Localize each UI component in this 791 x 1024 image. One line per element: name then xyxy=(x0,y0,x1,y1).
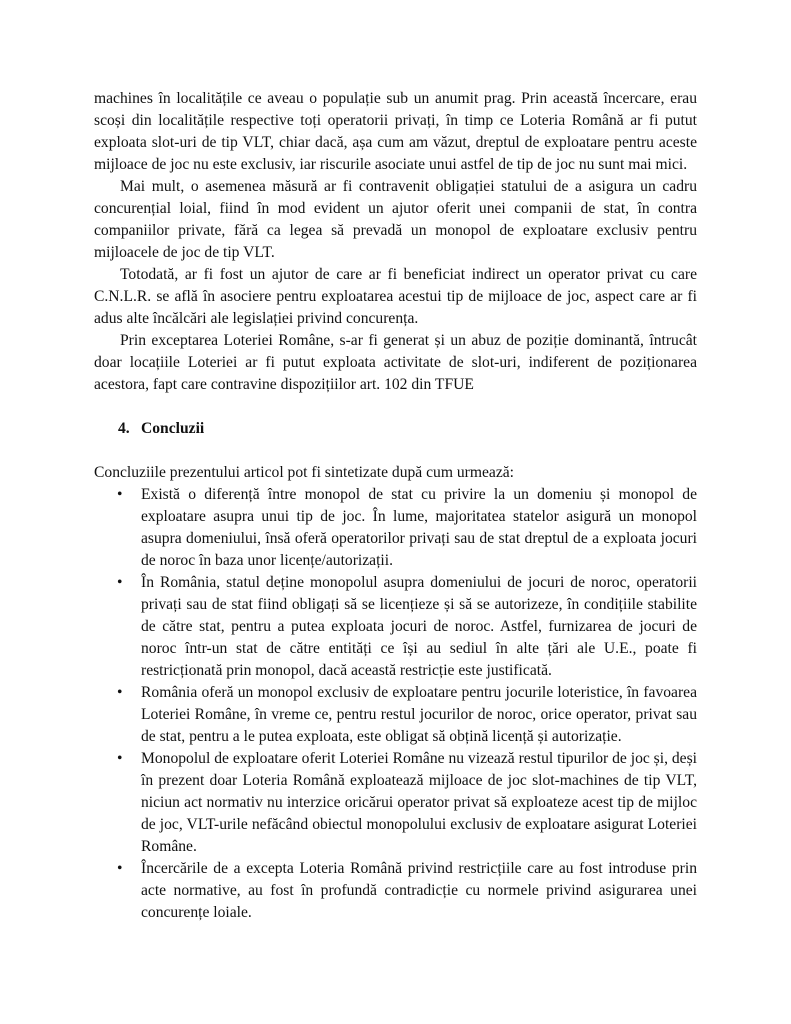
paragraph-continuation: machines în localitățile ce aveau o populație sub un anumit prag. Prin această încercare, erau scoși din localitățile respective toți operatorii privați, în timp ce Loteria Română ar fi putut exploata slot-uri de tip VLT, chiar dacă, așa cum am văzut, dreptul de exploatare pentru aceste mijloace de joc nu este exclusiv, iar riscurile asociate unui astfel de tip de joc nu sunt mai mici. xyxy=(94,90,697,173)
list-item-text: România oferă un monopol exclusiv de exploatare pentru jocurile loteristice, în favoarea Loteriei Române, în vreme ce, pentru restul jocurilor de noroc, orice operator, privat sau de stat, pentru a le putea exploata, este obligat să obțină licență și autorizație. xyxy=(141,684,697,745)
paragraph: Mai mult, o asemenea măsură ar fi contravenit obligației statului de a asigura un cadru concurențial loial, fiind în mod evident un ajutor oferit unei companii de stat, în contra companiilor private, fără ca legea să prevadă un monopol de exploatare exclusiv pentru mijloacele de joc de tip VLT. xyxy=(94,178,697,261)
paragraph: Prin exceptarea Loteriei Române, s-ar fi generat și un abuz de poziție dominantă, întrucât doar locațiile Loteriei ar fi putut exploata activitate de slot-uri, indiferent de poziționarea acestora, fapt care contravine dispozițiilor art. 102 din TFUE xyxy=(94,332,697,393)
list-item xyxy=(94,858,697,924)
section-heading xyxy=(118,418,697,440)
bullet-icon: • xyxy=(117,486,123,503)
list-item-text: În România, statul deține monopolul asupra domeniului de jocuri de noroc, operatorii privați sau de stat fiind obligați să se licențieze și să se autorizeze, în condițiile stabilite de către stat, pentru a putea exploata jocuri de noroc. Astfel, furnizarea de jocuri de noroc într-un stat de către entități ce își au sediul în alte țări ale U.E., poate fi restricționată prin monopol, dacă această restricție este justificată. xyxy=(141,574,697,679)
bullet-icon: • xyxy=(117,684,123,701)
list-item xyxy=(94,682,697,748)
list-item-text: Încercările de a excepta Loteria Română privind restricțiile care au fost introduse prin acte normative, au fost în profundă contradicție cu normele privind asigurarea unei concurențe loiale. xyxy=(141,860,697,921)
list-item xyxy=(94,484,697,572)
section-intro: Concluziile prezentului articol pot fi sintetizate după cum urmează: xyxy=(94,464,515,481)
list-item xyxy=(94,748,697,858)
paragraph: Totodată, ar fi fost un ajutor de care ar fi beneficiat indirect un operator privat cu care C.N.L.R. se află în asociere pentru exploatarea acestui tip de mijloace de joc, aspect care ar fi adus alte încălcări ale legislației privind concurența. xyxy=(94,266,697,327)
section-title: Concluzii xyxy=(141,420,205,437)
bullet-icon: • xyxy=(117,750,123,767)
list-item-text: Există o diferență între monopol de stat cu privire la un domeniu și monopol de exploatare asupra unui tip de joc. În lume, majoritatea statelor asigură un monopol asupra domeniului, însă oferă operatorilor privați sau de stat dreptul de a exploata jocuri de noroc în baza unor licențe/autorizații. xyxy=(141,486,697,569)
section-number: 4. xyxy=(118,420,130,437)
bullet-icon: • xyxy=(117,574,123,591)
list-item xyxy=(94,572,697,682)
document-page xyxy=(94,88,697,924)
bullet-icon: • xyxy=(117,860,123,877)
conclusions-list xyxy=(94,484,697,924)
list-item-text: Monopolul de exploatare oferit Loteriei Române nu vizează restul tipurilor de joc și, deși în prezent doar Loteria Română exploatează mijloace de joc slot-machines de tip VLT, niciun act normativ nu interzice oricărui operator privat să exploateze acest tip de mijloc de joc, VLT-urile nefăcând obiectul monopolului exclusiv de exploatare asigurat Loteriei Române. xyxy=(141,750,697,855)
